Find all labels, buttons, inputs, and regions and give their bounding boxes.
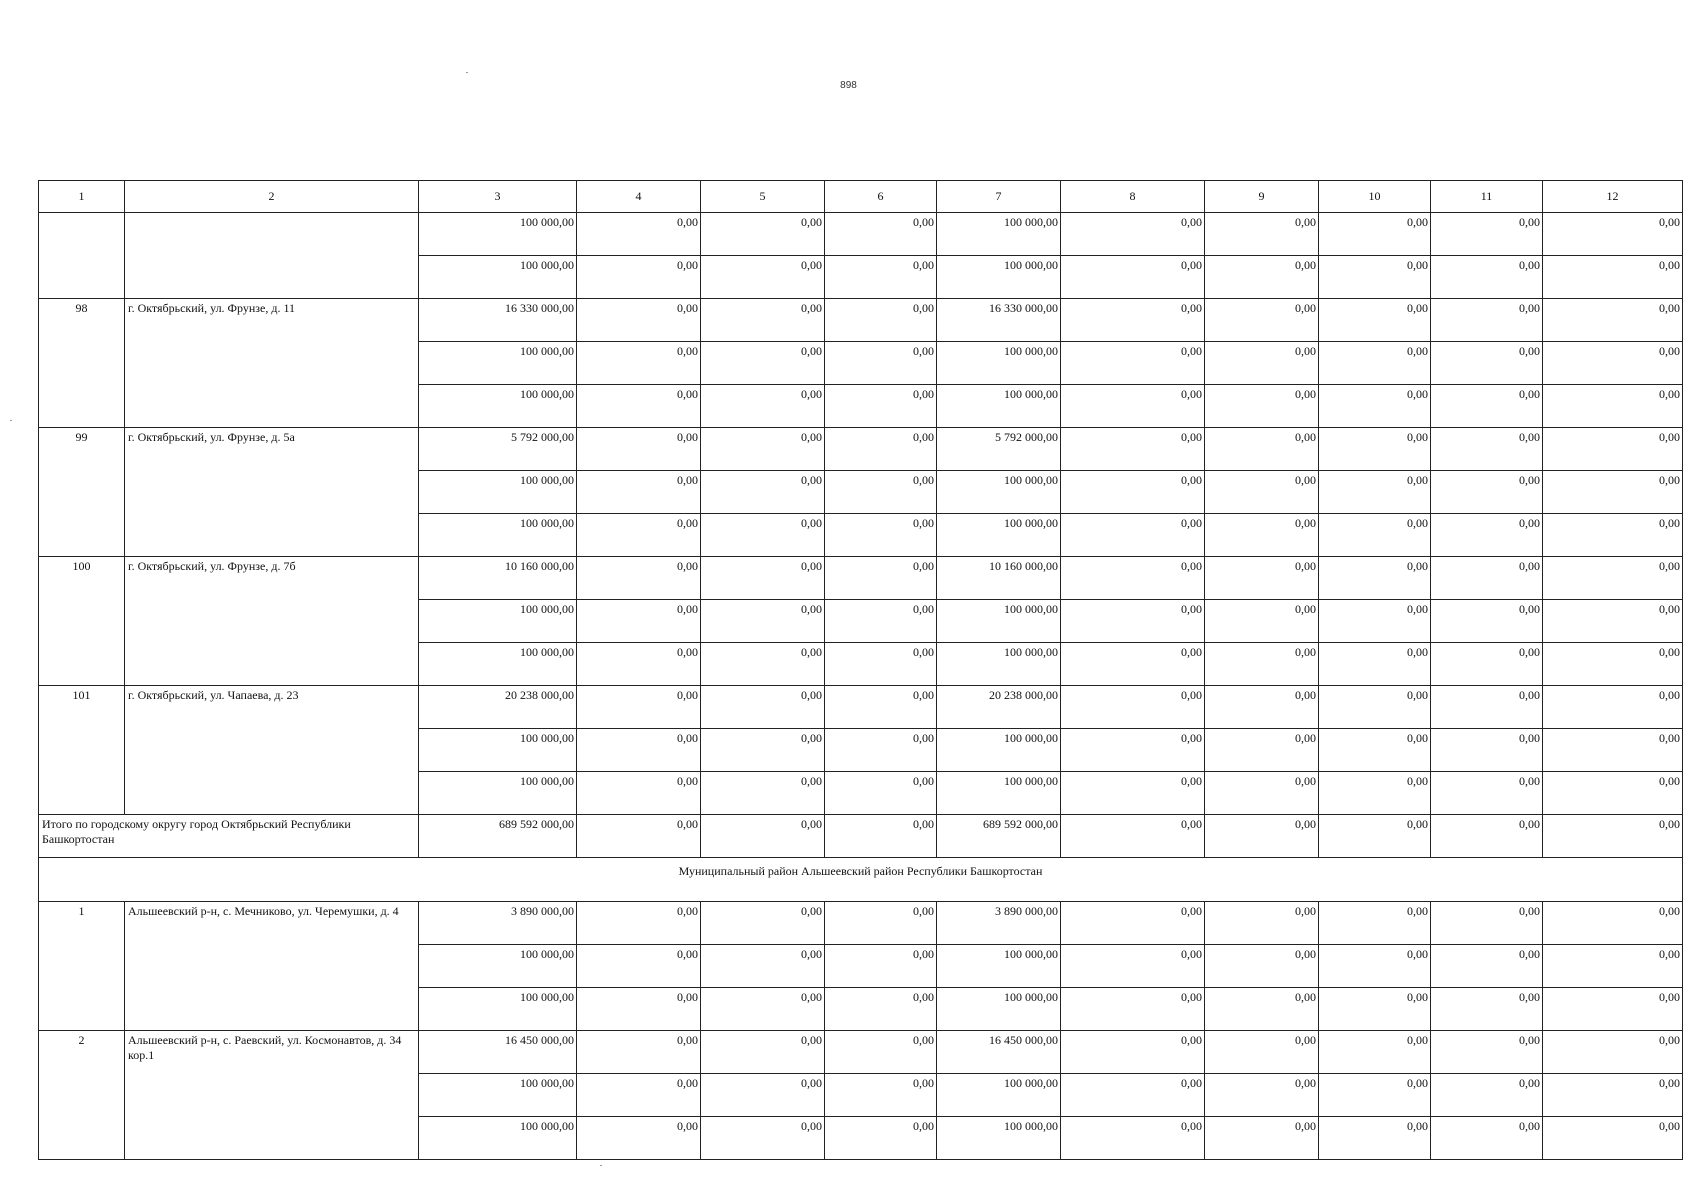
value-cell-col-10: 0,00 xyxy=(1319,600,1431,643)
value-cell-col-12: 0,00 xyxy=(1543,385,1683,428)
value-cell-col-12: 0,00 xyxy=(1543,557,1683,600)
total-label: Итого по городскому округу город Октябрьский Республики Башкортостан xyxy=(39,815,419,858)
value-cell-col-11: 0,00 xyxy=(1431,213,1543,256)
value-cell-col-9: 0,00 xyxy=(1205,902,1319,945)
value-cell-col-9: 0,00 xyxy=(1205,213,1319,256)
value-cell-col-8: 0,00 xyxy=(1061,902,1205,945)
value-cell-col-3: 100 000,00 xyxy=(419,600,577,643)
value-cell-col-7: 100 000,00 xyxy=(937,772,1061,815)
value-cell-col-7: 10 160 000,00 xyxy=(937,557,1061,600)
value-cell-col-5: 0,00 xyxy=(701,385,825,428)
value-cell-col-11: 0,00 xyxy=(1431,988,1543,1031)
value-cell-col-5: 0,00 xyxy=(701,1031,825,1074)
value-cell-col-12: 0,00 xyxy=(1543,471,1683,514)
value-cell-col-6: 0,00 xyxy=(825,213,937,256)
value-cell-col-3: 100 000,00 xyxy=(419,988,577,1031)
sub-row xyxy=(39,213,1683,256)
value-cell-col-10: 0,00 xyxy=(1319,643,1431,686)
value-cell-col-7: 689 592 000,00 xyxy=(937,815,1061,858)
value-cell-col-6: 0,00 xyxy=(825,988,937,1031)
value-cell-col-9: 0,00 xyxy=(1205,299,1319,342)
object-row xyxy=(39,299,1683,342)
value-cell-col-10: 0,00 xyxy=(1319,428,1431,471)
value-cell-col-9: 0,00 xyxy=(1205,772,1319,815)
value-cell-col-5: 0,00 xyxy=(701,213,825,256)
total-row xyxy=(39,815,1683,858)
value-cell-col-9: 0,00 xyxy=(1205,342,1319,385)
value-cell-col-9: 0,00 xyxy=(1205,514,1319,557)
value-cell-col-7: 16 330 000,00 xyxy=(937,299,1061,342)
value-cell-col-8: 0,00 xyxy=(1061,299,1205,342)
value-cell-col-9: 0,00 xyxy=(1205,729,1319,772)
object-row xyxy=(39,686,1683,729)
value-cell-col-9: 0,00 xyxy=(1205,988,1319,1031)
value-cell-col-7: 100 000,00 xyxy=(937,1117,1061,1160)
value-cell-col-11: 0,00 xyxy=(1431,815,1543,858)
value-cell-col-12: 0,00 xyxy=(1543,514,1683,557)
value-cell-col-9: 0,00 xyxy=(1205,428,1319,471)
value-cell-col-8: 0,00 xyxy=(1061,385,1205,428)
value-cell-col-5: 0,00 xyxy=(701,1074,825,1117)
value-cell-col-10: 0,00 xyxy=(1319,299,1431,342)
value-cell-col-4: 0,00 xyxy=(577,342,701,385)
scan-speck xyxy=(600,1165,602,1166)
value-cell-col-6: 0,00 xyxy=(825,428,937,471)
value-cell-col-8: 0,00 xyxy=(1061,686,1205,729)
table-body xyxy=(39,181,1683,1160)
value-cell-col-8: 0,00 xyxy=(1061,945,1205,988)
value-cell-col-8: 0,00 xyxy=(1061,1031,1205,1074)
page-number: 898 xyxy=(840,80,857,91)
value-cell-col-5: 0,00 xyxy=(701,557,825,600)
value-cell-col-10: 0,00 xyxy=(1319,471,1431,514)
value-cell-col-4: 0,00 xyxy=(577,514,701,557)
value-cell-col-4: 0,00 xyxy=(577,1074,701,1117)
value-cell-col-10: 0,00 xyxy=(1319,815,1431,858)
value-cell-col-3: 100 000,00 xyxy=(419,772,577,815)
column-header-8: 8 xyxy=(1061,181,1205,213)
value-cell-col-4: 0,00 xyxy=(577,428,701,471)
value-cell-col-6: 0,00 xyxy=(825,643,937,686)
value-cell-col-3: 100 000,00 xyxy=(419,514,577,557)
column-header-11: 11 xyxy=(1431,181,1543,213)
value-cell-col-11: 0,00 xyxy=(1431,299,1543,342)
value-cell-col-6: 0,00 xyxy=(825,557,937,600)
value-cell-col-8: 0,00 xyxy=(1061,514,1205,557)
object-address: г. Октябрьский, ул. Фрунзе, д. 11 xyxy=(125,299,419,428)
budget-table xyxy=(38,180,1683,1160)
object-address: Альшеевский р-н, с. Мечниково, ул. Черемушки, д. 4 xyxy=(125,902,419,1031)
column-header-9: 9 xyxy=(1205,181,1319,213)
value-cell-col-7: 3 890 000,00 xyxy=(937,902,1061,945)
value-cell-col-11: 0,00 xyxy=(1431,686,1543,729)
value-cell-col-12: 0,00 xyxy=(1543,902,1683,945)
value-cell-col-7: 100 000,00 xyxy=(937,213,1061,256)
value-cell-col-11: 0,00 xyxy=(1431,428,1543,471)
value-cell-col-10: 0,00 xyxy=(1319,988,1431,1031)
value-cell-col-6: 0,00 xyxy=(825,514,937,557)
value-cell-col-11: 0,00 xyxy=(1431,1074,1543,1117)
value-cell-col-11: 0,00 xyxy=(1431,643,1543,686)
value-cell-col-10: 0,00 xyxy=(1319,902,1431,945)
value-cell-col-3: 20 238 000,00 xyxy=(419,686,577,729)
column-header-12: 12 xyxy=(1543,181,1683,213)
section-heading-row xyxy=(39,858,1683,902)
value-cell-col-5: 0,00 xyxy=(701,902,825,945)
value-cell-col-10: 0,00 xyxy=(1319,1031,1431,1074)
value-cell-col-8: 0,00 xyxy=(1061,643,1205,686)
value-cell-col-4: 0,00 xyxy=(577,686,701,729)
value-cell-col-6: 0,00 xyxy=(825,729,937,772)
row-index: 1 xyxy=(39,902,125,1031)
value-cell-col-12: 0,00 xyxy=(1543,772,1683,815)
value-cell-col-5: 0,00 xyxy=(701,1117,825,1160)
value-cell-col-10: 0,00 xyxy=(1319,514,1431,557)
value-cell-col-3: 100 000,00 xyxy=(419,945,577,988)
value-cell-col-12: 0,00 xyxy=(1543,428,1683,471)
column-header-1: 1 xyxy=(39,181,125,213)
column-number-header-row xyxy=(39,181,1683,213)
object-address: г. Октябрьский, ул. Фрунзе, д. 7б xyxy=(125,557,419,686)
value-cell-col-3: 100 000,00 xyxy=(419,1117,577,1160)
value-cell-col-8: 0,00 xyxy=(1061,772,1205,815)
value-cell-col-9: 0,00 xyxy=(1205,815,1319,858)
value-cell-col-7: 16 450 000,00 xyxy=(937,1031,1061,1074)
value-cell-col-12: 0,00 xyxy=(1543,686,1683,729)
value-cell-col-3: 5 792 000,00 xyxy=(419,428,577,471)
value-cell-col-12: 0,00 xyxy=(1543,1117,1683,1160)
value-cell-col-7: 5 792 000,00 xyxy=(937,428,1061,471)
value-cell-col-3: 16 450 000,00 xyxy=(419,1031,577,1074)
value-cell-col-10: 0,00 xyxy=(1319,772,1431,815)
value-cell-col-8: 0,00 xyxy=(1061,428,1205,471)
column-header-4: 4 xyxy=(577,181,701,213)
scan-speck xyxy=(466,72,468,73)
row-index: 101 xyxy=(39,686,125,815)
value-cell-col-6: 0,00 xyxy=(825,471,937,514)
value-cell-col-8: 0,00 xyxy=(1061,471,1205,514)
object-row xyxy=(39,557,1683,600)
value-cell-col-11: 0,00 xyxy=(1431,557,1543,600)
value-cell-col-10: 0,00 xyxy=(1319,1074,1431,1117)
value-cell-col-6: 0,00 xyxy=(825,815,937,858)
value-cell-col-4: 0,00 xyxy=(577,729,701,772)
value-cell-col-12: 0,00 xyxy=(1543,988,1683,1031)
column-header-5: 5 xyxy=(701,181,825,213)
value-cell-col-3: 100 000,00 xyxy=(419,213,577,256)
value-cell-col-8: 0,00 xyxy=(1061,557,1205,600)
value-cell-col-4: 0,00 xyxy=(577,902,701,945)
value-cell-col-7: 100 000,00 xyxy=(937,471,1061,514)
value-cell-col-5: 0,00 xyxy=(701,945,825,988)
value-cell-col-3: 100 000,00 xyxy=(419,256,577,299)
object-address: г. Октябрьский, ул. Чапаева, д. 23 xyxy=(125,686,419,815)
value-cell-col-4: 0,00 xyxy=(577,945,701,988)
value-cell-col-11: 0,00 xyxy=(1431,729,1543,772)
value-cell-col-8: 0,00 xyxy=(1061,988,1205,1031)
value-cell-col-6: 0,00 xyxy=(825,772,937,815)
value-cell-col-6: 0,00 xyxy=(825,1031,937,1074)
value-cell-col-5: 0,00 xyxy=(701,428,825,471)
value-cell-col-9: 0,00 xyxy=(1205,1117,1319,1160)
row-index-continued xyxy=(39,213,125,299)
value-cell-col-10: 0,00 xyxy=(1319,213,1431,256)
value-cell-col-4: 0,00 xyxy=(577,643,701,686)
value-cell-col-7: 100 000,00 xyxy=(937,1074,1061,1117)
value-cell-col-5: 0,00 xyxy=(701,342,825,385)
value-cell-col-3: 10 160 000,00 xyxy=(419,557,577,600)
value-cell-col-12: 0,00 xyxy=(1543,299,1683,342)
value-cell-col-4: 0,00 xyxy=(577,1031,701,1074)
value-cell-col-6: 0,00 xyxy=(825,1117,937,1160)
value-cell-col-4: 0,00 xyxy=(577,385,701,428)
object-address-continued xyxy=(125,213,419,299)
object-address: г. Октябрьский, ул. Фрунзе, д. 5а xyxy=(125,428,419,557)
value-cell-col-9: 0,00 xyxy=(1205,557,1319,600)
value-cell-col-5: 0,00 xyxy=(701,471,825,514)
value-cell-col-3: 689 592 000,00 xyxy=(419,815,577,858)
value-cell-col-11: 0,00 xyxy=(1431,1031,1543,1074)
value-cell-col-12: 0,00 xyxy=(1543,643,1683,686)
value-cell-col-8: 0,00 xyxy=(1061,213,1205,256)
value-cell-col-12: 0,00 xyxy=(1543,1031,1683,1074)
value-cell-col-8: 0,00 xyxy=(1061,1074,1205,1117)
value-cell-col-11: 0,00 xyxy=(1431,772,1543,815)
value-cell-col-3: 16 330 000,00 xyxy=(419,299,577,342)
value-cell-col-4: 0,00 xyxy=(577,815,701,858)
value-cell-col-10: 0,00 xyxy=(1319,686,1431,729)
value-cell-col-5: 0,00 xyxy=(701,772,825,815)
value-cell-col-7: 100 000,00 xyxy=(937,385,1061,428)
value-cell-col-6: 0,00 xyxy=(825,686,937,729)
value-cell-col-8: 0,00 xyxy=(1061,342,1205,385)
value-cell-col-8: 0,00 xyxy=(1061,815,1205,858)
value-cell-col-3: 3 890 000,00 xyxy=(419,902,577,945)
value-cell-col-7: 100 000,00 xyxy=(937,514,1061,557)
value-cell-col-9: 0,00 xyxy=(1205,945,1319,988)
scan-speck xyxy=(10,420,12,421)
value-cell-col-6: 0,00 xyxy=(825,600,937,643)
value-cell-col-12: 0,00 xyxy=(1543,815,1683,858)
value-cell-col-8: 0,00 xyxy=(1061,600,1205,643)
value-cell-col-11: 0,00 xyxy=(1431,471,1543,514)
value-cell-col-11: 0,00 xyxy=(1431,514,1543,557)
value-cell-col-11: 0,00 xyxy=(1431,342,1543,385)
value-cell-col-8: 0,00 xyxy=(1061,1117,1205,1160)
value-cell-col-9: 0,00 xyxy=(1205,643,1319,686)
value-cell-col-11: 0,00 xyxy=(1431,902,1543,945)
value-cell-col-4: 0,00 xyxy=(577,256,701,299)
object-row xyxy=(39,1031,1683,1074)
value-cell-col-6: 0,00 xyxy=(825,299,937,342)
value-cell-col-11: 0,00 xyxy=(1431,256,1543,299)
value-cell-col-10: 0,00 xyxy=(1319,945,1431,988)
value-cell-col-5: 0,00 xyxy=(701,988,825,1031)
value-cell-col-5: 0,00 xyxy=(701,299,825,342)
row-index: 2 xyxy=(39,1031,125,1160)
value-cell-col-8: 0,00 xyxy=(1061,256,1205,299)
section-heading: Муниципальный район Альшеевский район Республики Башкортостан xyxy=(39,858,1683,902)
column-header-6: 6 xyxy=(825,181,937,213)
value-cell-col-9: 0,00 xyxy=(1205,385,1319,428)
object-row xyxy=(39,428,1683,471)
value-cell-col-11: 0,00 xyxy=(1431,600,1543,643)
row-index: 100 xyxy=(39,557,125,686)
value-cell-col-6: 0,00 xyxy=(825,256,937,299)
value-cell-col-10: 0,00 xyxy=(1319,557,1431,600)
value-cell-col-4: 0,00 xyxy=(577,988,701,1031)
value-cell-col-5: 0,00 xyxy=(701,729,825,772)
value-cell-col-7: 100 000,00 xyxy=(937,988,1061,1031)
value-cell-col-10: 0,00 xyxy=(1319,342,1431,385)
value-cell-col-12: 0,00 xyxy=(1543,600,1683,643)
column-header-2: 2 xyxy=(125,181,419,213)
object-address: Альшеевский р-н, с. Раевский, ул. Космонавтов, д. 34 кор.1 xyxy=(125,1031,419,1160)
value-cell-col-6: 0,00 xyxy=(825,1074,937,1117)
value-cell-col-3: 100 000,00 xyxy=(419,385,577,428)
value-cell-col-11: 0,00 xyxy=(1431,385,1543,428)
value-cell-col-10: 0,00 xyxy=(1319,256,1431,299)
value-cell-col-4: 0,00 xyxy=(577,213,701,256)
value-cell-col-5: 0,00 xyxy=(701,643,825,686)
value-cell-col-4: 0,00 xyxy=(577,557,701,600)
value-cell-col-9: 0,00 xyxy=(1205,600,1319,643)
value-cell-col-7: 100 000,00 xyxy=(937,600,1061,643)
value-cell-col-9: 0,00 xyxy=(1205,686,1319,729)
value-cell-col-11: 0,00 xyxy=(1431,945,1543,988)
value-cell-col-5: 0,00 xyxy=(701,686,825,729)
value-cell-col-12: 0,00 xyxy=(1543,342,1683,385)
value-cell-col-7: 100 000,00 xyxy=(937,945,1061,988)
object-row xyxy=(39,902,1683,945)
value-cell-col-10: 0,00 xyxy=(1319,729,1431,772)
value-cell-col-5: 0,00 xyxy=(701,256,825,299)
value-cell-col-12: 0,00 xyxy=(1543,945,1683,988)
value-cell-col-9: 0,00 xyxy=(1205,256,1319,299)
value-cell-col-6: 0,00 xyxy=(825,342,937,385)
value-cell-col-4: 0,00 xyxy=(577,1117,701,1160)
value-cell-col-12: 0,00 xyxy=(1543,256,1683,299)
value-cell-col-10: 0,00 xyxy=(1319,385,1431,428)
value-cell-col-4: 0,00 xyxy=(577,471,701,514)
column-header-7: 7 xyxy=(937,181,1061,213)
value-cell-col-5: 0,00 xyxy=(701,815,825,858)
row-index: 98 xyxy=(39,299,125,428)
value-cell-col-6: 0,00 xyxy=(825,902,937,945)
value-cell-col-4: 0,00 xyxy=(577,600,701,643)
value-cell-col-3: 100 000,00 xyxy=(419,342,577,385)
row-index: 99 xyxy=(39,428,125,557)
value-cell-col-7: 100 000,00 xyxy=(937,729,1061,772)
value-cell-col-6: 0,00 xyxy=(825,385,937,428)
value-cell-col-10: 0,00 xyxy=(1319,1117,1431,1160)
value-cell-col-6: 0,00 xyxy=(825,945,937,988)
value-cell-col-5: 0,00 xyxy=(701,600,825,643)
value-cell-col-5: 0,00 xyxy=(701,514,825,557)
value-cell-col-9: 0,00 xyxy=(1205,1074,1319,1117)
value-cell-col-12: 0,00 xyxy=(1543,1074,1683,1117)
value-cell-col-4: 0,00 xyxy=(577,772,701,815)
value-cell-col-9: 0,00 xyxy=(1205,1031,1319,1074)
value-cell-col-3: 100 000,00 xyxy=(419,471,577,514)
value-cell-col-4: 0,00 xyxy=(577,299,701,342)
value-cell-col-8: 0,00 xyxy=(1061,729,1205,772)
value-cell-col-7: 20 238 000,00 xyxy=(937,686,1061,729)
value-cell-col-12: 0,00 xyxy=(1543,213,1683,256)
value-cell-col-3: 100 000,00 xyxy=(419,643,577,686)
value-cell-col-12: 0,00 xyxy=(1543,729,1683,772)
column-header-3: 3 xyxy=(419,181,577,213)
value-cell-col-3: 100 000,00 xyxy=(419,729,577,772)
value-cell-col-7: 100 000,00 xyxy=(937,643,1061,686)
value-cell-col-3: 100 000,00 xyxy=(419,1074,577,1117)
value-cell-col-7: 100 000,00 xyxy=(937,342,1061,385)
column-header-10: 10 xyxy=(1319,181,1431,213)
value-cell-col-11: 0,00 xyxy=(1431,1117,1543,1160)
value-cell-col-7: 100 000,00 xyxy=(937,256,1061,299)
value-cell-col-9: 0,00 xyxy=(1205,471,1319,514)
